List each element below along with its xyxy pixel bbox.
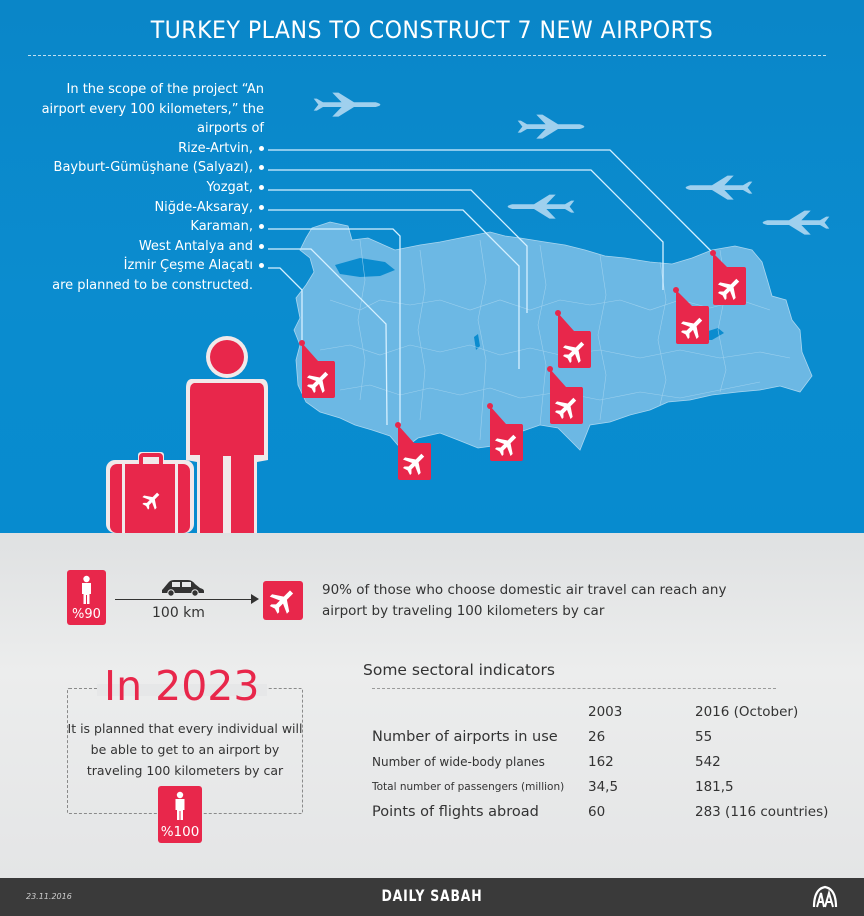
arrow-line xyxy=(115,599,255,600)
footer xyxy=(0,878,864,916)
person-icon xyxy=(67,573,106,607)
arrow-head-icon xyxy=(251,594,259,604)
airport-karaman: Karaman, xyxy=(4,217,264,237)
table-header xyxy=(372,700,828,724)
percent-90-label: %90 xyxy=(72,607,101,622)
airport-west-antalya: West Antalya and xyxy=(4,237,264,257)
airplane-icon xyxy=(263,581,303,620)
airport-izmir-cesme: İzmir Çeşme Alaçatı xyxy=(4,256,264,276)
distance-label: 100 km xyxy=(152,605,205,621)
goal-text: It is planned that every individual will be able to get to an airport by traveling 100 kilometers by car xyxy=(67,721,303,778)
percent-100-label: %100 xyxy=(160,824,200,840)
table-row: Points of flights abroad 60 283 (116 countries) xyxy=(372,803,829,820)
page-title: TURKEY PLANS TO CONSTRUCT 7 NEW AIRPORTS xyxy=(150,16,714,44)
airport-rize-artvin: Rize-Artvin, xyxy=(4,139,264,159)
publish-date: 23.11.2016 xyxy=(26,892,72,901)
percent-100-badge xyxy=(158,786,202,843)
car-icon xyxy=(160,579,206,597)
table-row: Total number of passengers (million) 34,5 181,5 xyxy=(372,778,734,795)
column-2016: 2016 (October) xyxy=(695,704,799,720)
airport-bayburt-gumushane: Bayburt-Gümüşhane (Salyazı), xyxy=(4,158,264,178)
brand-logo: DAILY SABAH xyxy=(381,886,483,905)
airport-nigde-aksaray: Niğde-Aksaray, xyxy=(4,198,264,218)
reach-description: 90% of those who choose domestic air travel can reach any airport by traveling 100 kilometers by car xyxy=(322,582,727,619)
airport-badge xyxy=(263,581,303,620)
percent-90-badge xyxy=(67,570,106,625)
indicators-table xyxy=(372,700,828,824)
airport-yozgat: Yozgat, xyxy=(4,178,264,198)
table-row: Number of wide-body planes 162 542 xyxy=(372,753,721,770)
traveler-illustration xyxy=(106,336,268,533)
indicators-divider xyxy=(372,688,776,689)
goal-year-title: In 2023 xyxy=(104,662,260,710)
table-row: Number of airports in use 26 55 xyxy=(372,728,713,745)
person-icon xyxy=(158,789,202,823)
anadolu-agency-logo-icon xyxy=(812,885,838,909)
column-2003: 2003 xyxy=(588,704,623,720)
intro-text: In the scope of the project “An airport every 100 kilometers,” the airports of Rize-Artvin, Bayburt-Gümüşhane (Salyazı), Yozgat, Niğde-Aksaray, Karaman, West Antalya and İzmir Çeşme Alaçatı are planned to be constructed. xyxy=(4,80,264,296)
indicators-title: Some sectoral indicators xyxy=(363,661,555,679)
sky-plane-icon xyxy=(314,93,830,235)
